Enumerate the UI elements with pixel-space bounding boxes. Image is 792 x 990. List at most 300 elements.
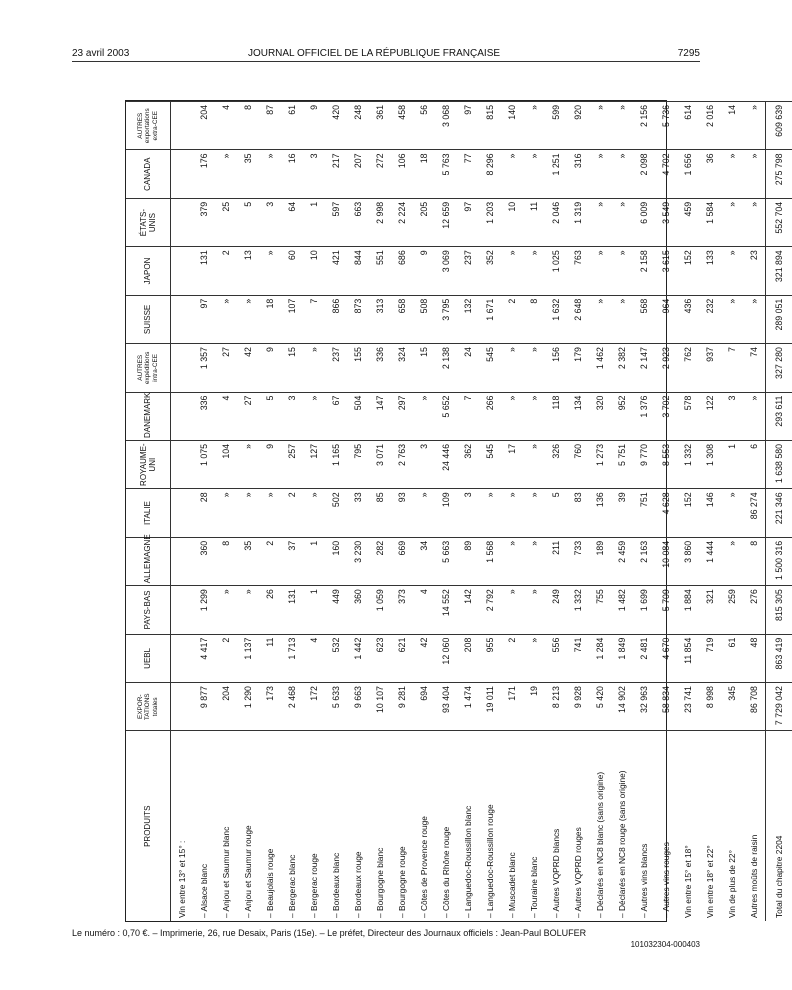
total-value: 1 638 580 xyxy=(766,440,792,488)
value-cell: 360 xyxy=(193,537,215,585)
product-cell: – Beaujolais rouge xyxy=(259,731,281,921)
value-cell: 1 xyxy=(303,198,325,246)
value-cell: 920 xyxy=(567,102,589,150)
total-value: 321 894 xyxy=(766,247,792,295)
product-cell: – Autres VQPRD blancs xyxy=(545,731,567,921)
value-cell: 217 xyxy=(325,150,347,198)
value-cell: 56 xyxy=(413,102,435,150)
value-cell: 449 xyxy=(325,586,347,634)
value-cell: » xyxy=(259,150,281,198)
value-cell: 663 xyxy=(347,198,369,246)
value-cell: 436 xyxy=(677,295,699,343)
value-cell: 362 xyxy=(457,440,479,488)
product-cell: – Languedoc-Roussillon blanc xyxy=(457,731,479,921)
value-cell: 249 xyxy=(545,586,567,634)
value-cell: 39 xyxy=(611,489,633,537)
value-cell: » xyxy=(501,344,523,392)
value-cell: 17 xyxy=(501,440,523,488)
total-value: 609 639 xyxy=(766,102,792,150)
total-value: 7 729 042 xyxy=(766,683,792,731)
value-cell: 755 xyxy=(589,586,611,634)
value-cell: 132 xyxy=(457,295,479,343)
value-cell: 9 281 xyxy=(391,683,413,731)
value-cell: » xyxy=(413,392,435,440)
value-cell: 87 xyxy=(259,102,281,150)
value-cell: 146 xyxy=(699,489,721,537)
total-label: Total du chapitre 2204 xyxy=(766,731,792,921)
value-cell: 532 xyxy=(325,634,347,682)
value-cell: 10 xyxy=(501,198,523,246)
product-cell: – Bourgogne rouge xyxy=(391,731,413,921)
value-cell: 11 xyxy=(523,198,545,246)
value-cell: » xyxy=(523,489,545,537)
value-cell: » xyxy=(523,344,545,392)
value-cell xyxy=(171,537,194,585)
value-cell: 502 xyxy=(325,489,347,537)
value-cell: 1 462 xyxy=(589,344,611,392)
value-cell: » xyxy=(215,489,237,537)
value-cell xyxy=(171,683,194,731)
value-cell xyxy=(171,489,194,537)
value-cell: 136 xyxy=(589,489,611,537)
value-cell: » xyxy=(721,489,743,537)
value-cell: 9 663 xyxy=(347,683,369,731)
value-cell: 152 xyxy=(677,489,699,537)
value-cell: 173 xyxy=(259,683,281,731)
value-cell: » xyxy=(611,102,633,150)
value-cell: » xyxy=(589,150,611,198)
value-cell: 118 xyxy=(545,392,567,440)
value-cell: 1 137 xyxy=(237,634,259,682)
value-cell: 1 165 xyxy=(325,440,347,488)
value-cell: » xyxy=(523,102,545,150)
value-cell xyxy=(171,102,194,150)
value-cell: 336 xyxy=(369,344,391,392)
value-cell: 147 xyxy=(369,392,391,440)
value-cell: 421 xyxy=(325,247,347,295)
value-cell: 733 xyxy=(567,537,589,585)
value-cell xyxy=(171,247,194,295)
value-cell: » xyxy=(237,586,259,634)
value-cell: 873 xyxy=(347,295,369,343)
value-cell: 669 xyxy=(391,537,413,585)
value-cell: 109 xyxy=(435,489,457,537)
value-cell: 3 xyxy=(457,489,479,537)
value-cell: 1 376 xyxy=(633,392,655,440)
value-cell: 1 568 xyxy=(479,537,501,585)
value-cell: 3 069 xyxy=(435,247,457,295)
value-cell: 545 xyxy=(479,344,501,392)
product-cell: Vin entre 13° et 15° : xyxy=(171,731,194,921)
value-cell: 14 xyxy=(721,102,743,150)
total-value: 1 500 316 xyxy=(766,537,792,585)
value-cell: » xyxy=(237,440,259,488)
value-cell: 658 xyxy=(391,295,413,343)
value-cell: 5 420 xyxy=(589,683,611,731)
value-cell: 12 659 xyxy=(435,198,457,246)
value-cell: 2 016 xyxy=(699,102,721,150)
product-cell: – Bordeaux blanc xyxy=(325,731,347,921)
value-cell: 131 xyxy=(281,586,303,634)
value-cell: 208 xyxy=(457,634,479,682)
value-cell xyxy=(171,440,194,488)
value-cell: 13 xyxy=(237,247,259,295)
header-rule xyxy=(72,61,700,62)
value-cell: 360 xyxy=(347,586,369,634)
value-cell: 189 xyxy=(589,537,611,585)
value-cell: 8 xyxy=(523,295,545,343)
value-cell: 1 290 xyxy=(237,683,259,731)
value-cell: 48 xyxy=(743,634,766,682)
value-cell: 83 xyxy=(567,489,589,537)
table-row xyxy=(743,102,766,922)
value-cell: 5 652 xyxy=(435,392,457,440)
product-cell: – Alsace blanc xyxy=(193,731,215,921)
value-cell: 2 224 xyxy=(391,198,413,246)
value-cell: 5 751 xyxy=(611,440,633,488)
product-cell: – Déclarés en NC8 blanc (sans origine) xyxy=(589,731,611,921)
value-cell: 4 628 xyxy=(655,489,677,537)
value-cell: » xyxy=(611,295,633,343)
value-cell: 276 xyxy=(743,586,766,634)
value-cell: 297 xyxy=(391,392,413,440)
value-cell: 205 xyxy=(413,198,435,246)
value-cell: 23 xyxy=(743,247,766,295)
value-cell: 27 xyxy=(215,344,237,392)
product-cell: – Anjou et Saumur rouge xyxy=(237,731,259,921)
value-cell: 795 xyxy=(347,440,369,488)
table-row xyxy=(545,102,567,922)
value-cell: 58 834 xyxy=(655,683,677,731)
value-cell: 106 xyxy=(391,150,413,198)
value-cell: 2 459 xyxy=(611,537,633,585)
value-cell: 9 770 xyxy=(633,440,655,488)
value-cell: 248 xyxy=(347,102,369,150)
value-cell: 6 xyxy=(743,440,766,488)
journal-title: JOURNAL OFFICIEL DE LA RÉPUBLIQUE FRANÇAISE xyxy=(247,48,501,59)
value-cell: 1 059 xyxy=(369,586,391,634)
value-cell: » xyxy=(721,247,743,295)
value-cell: 741 xyxy=(567,634,589,682)
value-cell: 1 699 xyxy=(633,586,655,634)
value-cell xyxy=(171,198,194,246)
value-cell: 694 xyxy=(413,683,435,731)
value-cell: 4 xyxy=(215,102,237,150)
value-cell: 140 xyxy=(501,102,523,150)
value-cell: 1 656 xyxy=(677,150,699,198)
value-cell: 18 xyxy=(259,295,281,343)
value-cell: 508 xyxy=(413,295,435,343)
value-cell: 1 308 xyxy=(699,440,721,488)
value-cell: » xyxy=(611,150,633,198)
value-cell: 67 xyxy=(325,392,347,440)
value-cell: 2 xyxy=(215,634,237,682)
value-cell xyxy=(171,295,194,343)
value-cell: 2 648 xyxy=(567,295,589,343)
value-cell: 11 xyxy=(259,634,281,682)
column-header: ITALIE xyxy=(126,489,171,537)
value-cell xyxy=(171,344,194,392)
value-cell: 955 xyxy=(479,634,501,682)
value-cell: 42 xyxy=(237,344,259,392)
value-cell: 504 xyxy=(347,392,369,440)
value-cell: 232 xyxy=(699,295,721,343)
value-cell: 37 xyxy=(281,537,303,585)
value-cell: 1 xyxy=(303,537,325,585)
value-cell: 15 xyxy=(281,344,303,392)
value-cell: 2 158 xyxy=(633,247,655,295)
value-cell: 155 xyxy=(347,344,369,392)
product-cell: Vin entre 18° et 22° xyxy=(699,731,721,921)
value-cell: » xyxy=(589,198,611,246)
value-cell: 10 xyxy=(303,247,325,295)
product-cell: – Autres VQPRD rouges xyxy=(567,731,589,921)
table-row xyxy=(699,102,721,922)
value-cell: 316 xyxy=(567,150,589,198)
value-cell: 2 468 xyxy=(281,683,303,731)
total-value: 552 704 xyxy=(766,198,792,246)
value-cell: 2 046 xyxy=(545,198,567,246)
value-cell: » xyxy=(501,586,523,634)
value-cell: 24 446 xyxy=(435,440,457,488)
value-cell: 19 011 xyxy=(479,683,501,731)
value-cell: 1 025 xyxy=(545,247,567,295)
value-cell: 7 xyxy=(457,392,479,440)
value-cell: 1 203 xyxy=(479,198,501,246)
table-row xyxy=(259,102,281,922)
value-cell: » xyxy=(259,489,281,537)
value-cell: » xyxy=(721,198,743,246)
value-cell: 93 xyxy=(391,489,413,537)
value-cell: 133 xyxy=(699,247,721,295)
value-cell: » xyxy=(589,102,611,150)
product-cell: – Autres vins rouges xyxy=(655,731,677,921)
value-cell: 5 xyxy=(237,198,259,246)
product-cell: – Languedoc-Roussillon rouge xyxy=(479,731,501,921)
product-cell: – Bordeaux rouge xyxy=(347,731,369,921)
value-cell: 1 xyxy=(303,586,325,634)
total-value: 275 798 xyxy=(766,150,792,198)
value-cell: » xyxy=(523,150,545,198)
value-cell: 2 xyxy=(501,295,523,343)
value-cell: 61 xyxy=(721,634,743,682)
table-row xyxy=(501,102,523,922)
value-cell: 32 963 xyxy=(633,683,655,731)
value-cell: 952 xyxy=(611,392,633,440)
table-row xyxy=(369,102,391,922)
value-cell: » xyxy=(523,537,545,585)
total-value: 221 346 xyxy=(766,489,792,537)
table-row xyxy=(655,102,677,922)
value-cell: 61 xyxy=(281,102,303,150)
table-row xyxy=(347,102,369,922)
value-cell: 2 998 xyxy=(369,198,391,246)
value-cell: 23 741 xyxy=(677,683,699,731)
value-cell: 2 xyxy=(501,634,523,682)
value-cell: 324 xyxy=(391,344,413,392)
value-cell: 597 xyxy=(325,198,347,246)
value-cell: 9 928 xyxy=(567,683,589,731)
table-frame xyxy=(125,100,784,922)
value-cell: » xyxy=(743,392,766,440)
table-row xyxy=(677,102,699,922)
value-cell: » xyxy=(523,440,545,488)
value-cell: 1 332 xyxy=(567,586,589,634)
value-cell: 3 860 xyxy=(677,537,699,585)
value-cell: 1 474 xyxy=(457,683,479,731)
column-header: EXPOR-TATIONS totales xyxy=(126,683,171,731)
value-cell: » xyxy=(589,247,611,295)
value-cell: » xyxy=(523,392,545,440)
value-cell: 36 xyxy=(699,150,721,198)
value-cell: 12 060 xyxy=(435,634,457,682)
value-cell: 3 xyxy=(303,150,325,198)
product-cell: – Muscadet blanc xyxy=(501,731,523,921)
value-cell: » xyxy=(215,150,237,198)
table-row xyxy=(193,102,215,922)
page-number: 7295 xyxy=(677,48,700,59)
value-cell: 172 xyxy=(303,683,325,731)
value-cell: 4 670 xyxy=(655,634,677,682)
value-cell: 131 xyxy=(193,247,215,295)
value-cell: 1 319 xyxy=(567,198,589,246)
value-cell: » xyxy=(501,247,523,295)
table-row xyxy=(589,102,611,922)
value-cell: 64 xyxy=(281,198,303,246)
value-cell: 9 xyxy=(259,440,281,488)
value-cell: 2 763 xyxy=(391,440,413,488)
header-date: 23 avril 2003 xyxy=(72,48,130,59)
value-cell: 74 xyxy=(743,344,766,392)
value-cell: 171 xyxy=(501,683,523,731)
value-cell: 9 xyxy=(259,344,281,392)
value-cell: 4 xyxy=(413,586,435,634)
value-cell: 7 xyxy=(721,344,743,392)
value-cell: 815 xyxy=(479,102,501,150)
value-cell: » xyxy=(523,634,545,682)
table-row xyxy=(171,102,194,922)
value-cell: » xyxy=(743,150,766,198)
value-cell: 1 332 xyxy=(677,440,699,488)
value-cell: 160 xyxy=(325,537,347,585)
value-cell: 3 702 xyxy=(655,392,677,440)
table-row xyxy=(435,102,457,922)
value-cell: 9 877 xyxy=(193,683,215,731)
value-cell: 1 482 xyxy=(611,586,633,634)
value-cell: 5 736 xyxy=(655,102,677,150)
value-cell: 964 xyxy=(655,295,677,343)
value-cell: 556 xyxy=(545,634,567,682)
column-header: ALLEMAGNE xyxy=(126,537,171,585)
value-cell: 15 xyxy=(413,344,435,392)
total-value: 863 419 xyxy=(766,634,792,682)
value-cell: 14 902 xyxy=(611,683,633,731)
value-cell: 34 xyxy=(413,537,435,585)
value-cell: 207 xyxy=(347,150,369,198)
value-cell xyxy=(171,392,194,440)
value-cell: 4 417 xyxy=(193,634,215,682)
product-cell: – Côtes du Rhône rouge xyxy=(435,731,457,921)
value-cell: » xyxy=(237,489,259,537)
value-cell: 33 xyxy=(347,489,369,537)
value-cell: 60 xyxy=(281,247,303,295)
value-cell: 77 xyxy=(457,150,479,198)
value-cell: 24 xyxy=(457,344,479,392)
value-cell: 107 xyxy=(281,295,303,343)
value-cell: 16 xyxy=(281,150,303,198)
value-cell: 176 xyxy=(193,150,215,198)
product-cell: – Bergerac blanc xyxy=(281,731,303,921)
value-cell: 211 xyxy=(545,537,567,585)
column-header: SUISSE xyxy=(126,295,171,343)
value-cell: 2 382 xyxy=(611,344,633,392)
value-cell: 237 xyxy=(325,344,347,392)
value-cell: 3 xyxy=(413,440,435,488)
value-cell: 3 615 xyxy=(655,247,677,295)
value-cell: 719 xyxy=(699,634,721,682)
value-cell: 320 xyxy=(589,392,611,440)
value-cell: 28 xyxy=(193,489,215,537)
table-row xyxy=(457,102,479,922)
column-header: PRODUITS xyxy=(126,731,171,921)
value-cell: 3 795 xyxy=(435,295,457,343)
value-cell: 8 998 xyxy=(699,683,721,731)
value-cell: 266 xyxy=(479,392,501,440)
value-cell: 3 xyxy=(721,392,743,440)
value-cell: 97 xyxy=(457,198,479,246)
value-cell: 85 xyxy=(369,489,391,537)
page-footer xyxy=(72,928,700,949)
table-row xyxy=(567,102,589,922)
value-cell: 4 702 xyxy=(655,150,677,198)
value-cell: 122 xyxy=(699,392,721,440)
value-cell: 321 xyxy=(699,586,721,634)
value-cell: » xyxy=(413,489,435,537)
table-row xyxy=(303,102,325,922)
value-cell: 2 xyxy=(215,247,237,295)
value-cell: » xyxy=(303,344,325,392)
value-cell: 204 xyxy=(193,102,215,150)
value-cell: 8 xyxy=(743,537,766,585)
value-cell: 621 xyxy=(391,634,413,682)
value-cell: 623 xyxy=(369,634,391,682)
total-value: 293 611 xyxy=(766,392,792,440)
value-cell: 5 xyxy=(545,489,567,537)
value-cell: 599 xyxy=(545,102,567,150)
value-cell: 937 xyxy=(699,344,721,392)
table-row xyxy=(611,102,633,922)
value-cell: » xyxy=(721,150,743,198)
table-header-row xyxy=(126,102,171,922)
value-cell: 5 709 xyxy=(655,586,677,634)
value-cell: 3 230 xyxy=(347,537,369,585)
value-cell: 2 792 xyxy=(479,586,501,634)
value-cell: 1 xyxy=(721,440,743,488)
value-cell: 568 xyxy=(633,295,655,343)
value-cell: 35 xyxy=(237,150,259,198)
rotated-table-container xyxy=(126,101,784,921)
value-cell: 156 xyxy=(545,344,567,392)
value-cell xyxy=(171,586,194,634)
value-cell: 2 147 xyxy=(633,344,655,392)
value-cell: 1 284 xyxy=(589,634,611,682)
value-cell: 4 xyxy=(215,392,237,440)
value-cell: 25 xyxy=(215,198,237,246)
value-cell: 2 138 xyxy=(435,344,457,392)
value-cell: » xyxy=(743,295,766,343)
table-body xyxy=(171,102,792,922)
value-cell: 3 xyxy=(259,198,281,246)
